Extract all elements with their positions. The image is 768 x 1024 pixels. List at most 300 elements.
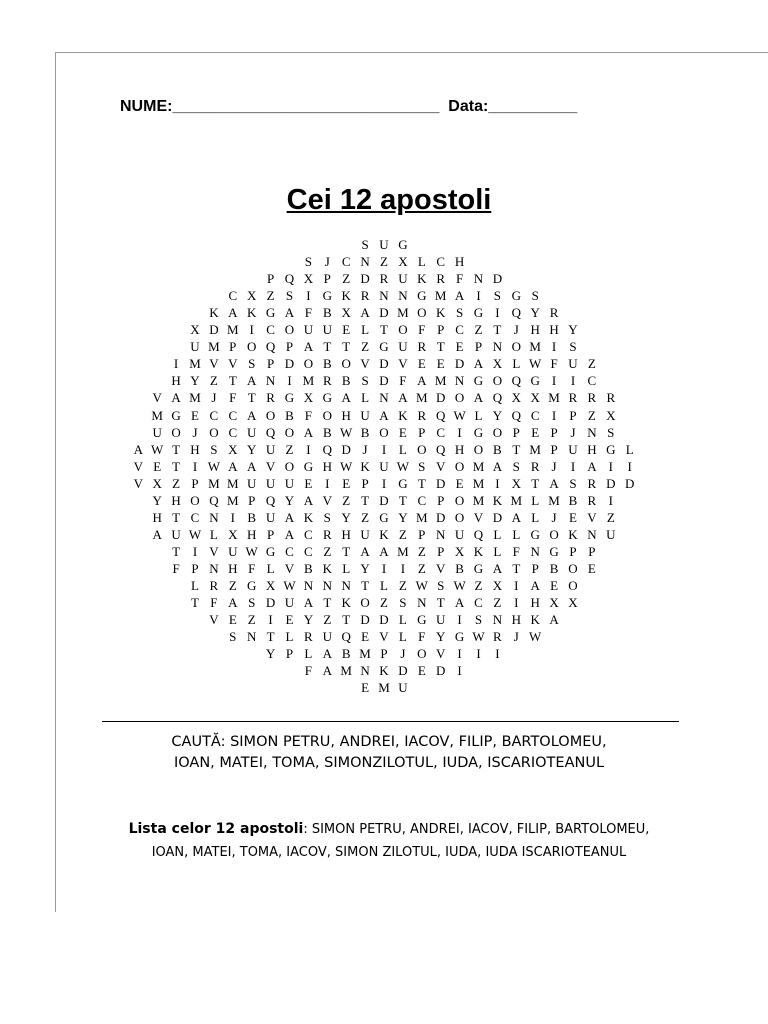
grid-letter: E xyxy=(436,356,445,372)
grid-letter: D xyxy=(209,322,219,338)
grid-letter: I xyxy=(268,612,273,628)
grid-letter: L xyxy=(474,407,483,423)
date-label: Data: xyxy=(448,98,489,115)
grid-letter: P xyxy=(361,475,369,491)
grid-letter: G xyxy=(171,407,181,423)
list-line-1-text: : SIMON PETRU, ANDREI, IACOV, FILIP, BARTOLOMEU, xyxy=(303,822,650,837)
grid-letter: I xyxy=(306,288,311,304)
grid-letter: E xyxy=(342,475,351,491)
grid-letter: V xyxy=(265,458,276,474)
grid-letter: K xyxy=(209,305,219,321)
grid-letter: Y xyxy=(190,373,200,389)
grid-letter: A xyxy=(284,509,295,525)
grid-letter: S xyxy=(361,237,369,252)
grid-letter: A xyxy=(398,390,408,406)
grid-letter: I xyxy=(476,646,481,662)
grid-letter: Z xyxy=(209,373,218,389)
grid-letter: C xyxy=(266,322,275,338)
grid-letter: A xyxy=(284,305,295,321)
grid-letter: H xyxy=(454,254,465,270)
grid-letter: F xyxy=(304,305,312,321)
grid-letter: H xyxy=(171,492,181,508)
grid-letter: V xyxy=(436,646,446,662)
grid-letter: A xyxy=(322,663,332,679)
grid-letter: R xyxy=(209,578,219,593)
grid-letter: Y xyxy=(341,509,351,525)
grid-letter: B xyxy=(322,356,332,372)
grid-letter: V xyxy=(436,560,446,576)
grid-letter: O xyxy=(379,424,389,440)
grid-letter: L xyxy=(531,509,540,525)
grid-letter: S xyxy=(285,288,294,304)
grid-letter: X xyxy=(606,407,616,423)
grid-letter: N xyxy=(379,390,389,406)
grid-letter: I xyxy=(514,595,519,611)
grid-letter: N xyxy=(587,424,597,440)
grid-letter: M xyxy=(472,475,485,491)
grid-letter: T xyxy=(361,492,370,508)
grid-letter: T xyxy=(323,595,332,611)
grid-letter: J xyxy=(513,629,519,645)
grid-letter: S xyxy=(569,475,577,491)
grid-letter: E xyxy=(342,322,351,338)
grid-letter: A xyxy=(247,458,257,474)
grid-letter: A xyxy=(152,526,162,542)
grid-letter: Y xyxy=(265,646,276,662)
grid-letter: H xyxy=(322,458,332,474)
grid-letter: H xyxy=(152,509,162,525)
grid-letter: Z xyxy=(474,322,483,338)
grid-letter: A xyxy=(360,305,370,321)
grid-letter: H xyxy=(171,373,181,389)
grid-letter: V xyxy=(133,458,143,474)
grid-letter: P xyxy=(531,560,539,576)
grid-letter: U xyxy=(398,339,408,355)
grid-letter: G xyxy=(379,509,389,525)
grid-letter: P xyxy=(512,424,520,440)
grid-letter: G xyxy=(265,543,276,559)
grid-letter: I xyxy=(608,492,613,508)
grid-letter: M xyxy=(151,407,163,423)
grid-letter: X xyxy=(190,322,200,338)
grid-letter: U xyxy=(322,629,332,645)
grid-letter: L xyxy=(512,526,521,542)
grid-letter: A xyxy=(549,612,559,628)
grid-letter: H xyxy=(530,595,540,611)
grid-letter: D xyxy=(492,509,503,525)
grid-letter: Z xyxy=(417,543,426,559)
grid-letter: Z xyxy=(323,543,332,559)
grid-letter: G xyxy=(473,560,484,576)
grid-letter: Z xyxy=(474,578,483,593)
grid-letter: R xyxy=(587,475,597,491)
grid-letter: U xyxy=(228,543,238,559)
grid-letter: X xyxy=(247,288,257,304)
grid-letter: C xyxy=(228,424,238,440)
grid-letter: M xyxy=(397,543,409,559)
grid-letter: C xyxy=(436,424,446,440)
grid-letter: P xyxy=(191,475,199,491)
grid-letter: E xyxy=(361,680,370,696)
grid-letter: E xyxy=(550,578,559,593)
grid-letter: Q xyxy=(209,492,219,508)
grid-letter: W xyxy=(151,441,164,457)
grid-letter: F xyxy=(229,390,237,406)
grid-letter: S xyxy=(323,509,331,525)
grid-letter: Q xyxy=(436,441,446,457)
grid-letter: U xyxy=(303,322,314,338)
grid-letter: Y xyxy=(284,492,295,508)
grid-letter: K xyxy=(492,492,503,508)
grid-letter: O xyxy=(303,356,314,372)
grid-letter: G xyxy=(454,629,465,645)
grid-letter: K xyxy=(247,305,257,321)
grid-letter: D xyxy=(341,441,351,457)
grid-letter: Q xyxy=(511,305,521,321)
grid-letter: T xyxy=(531,475,540,491)
grid-letter: S xyxy=(569,339,577,355)
grid-letter: Z xyxy=(285,441,294,457)
grid-letter: G xyxy=(473,424,484,440)
grid-letter: S xyxy=(399,595,407,611)
grid-letter: H xyxy=(190,441,200,457)
grid-letter: V xyxy=(379,629,389,645)
grid-letter: S xyxy=(437,578,445,593)
grid-letter: N xyxy=(398,288,408,304)
grid-letter: A xyxy=(379,543,389,559)
grid-letter: D xyxy=(625,475,635,491)
grid-letter: O xyxy=(417,646,427,662)
grid-letter: C xyxy=(587,373,597,389)
grid-letter: A xyxy=(303,339,314,355)
grid-letter: S xyxy=(607,424,615,440)
grid-letter: B xyxy=(322,305,332,321)
grid-letter: K xyxy=(303,509,314,525)
grid-letter: I xyxy=(249,322,254,338)
grid-letter: U xyxy=(379,458,389,474)
grid-letter: O xyxy=(171,424,181,440)
grid-letter: N xyxy=(209,509,219,525)
grid-letter: E xyxy=(398,424,407,440)
list-line-1 xyxy=(0,818,768,841)
grid-letter: N xyxy=(265,373,276,389)
grid-letter: X xyxy=(398,254,408,270)
grid-letter: Z xyxy=(398,526,407,542)
grid-letter: C xyxy=(285,543,294,559)
grid-letter: R xyxy=(568,390,578,406)
grid-letter: Z xyxy=(172,475,181,491)
grid-letter: O xyxy=(568,578,578,593)
grid-letter: I xyxy=(457,646,462,662)
grid-letter: N xyxy=(473,271,484,287)
grid-letter: N xyxy=(322,578,332,593)
grid-letter: T xyxy=(247,390,256,406)
grid-letter: Q xyxy=(322,441,332,457)
grid-letter: D xyxy=(379,305,389,321)
grid-letter: P xyxy=(569,543,577,559)
grid-letter: E xyxy=(191,407,199,423)
grid-letter: R xyxy=(530,458,540,474)
grid-letter: O xyxy=(247,339,257,355)
grid-letter: X xyxy=(549,595,559,611)
grid-letter: N xyxy=(530,543,540,559)
grid-letter: I xyxy=(457,663,462,679)
grid-letter: A xyxy=(454,595,465,611)
grid-letter: G xyxy=(417,612,427,628)
grid-letter: O xyxy=(284,424,295,440)
grid-letter: S xyxy=(493,288,501,304)
grid-letter: G xyxy=(322,390,332,406)
grid-letter: C xyxy=(304,526,313,542)
grid-letter: F xyxy=(399,373,407,389)
grid-letter: C xyxy=(228,407,238,423)
grid-letter: B xyxy=(568,492,578,508)
grid-letter: B xyxy=(493,441,502,457)
grid-letter: M xyxy=(434,373,447,389)
grid-letter: C xyxy=(530,407,540,423)
grid-letter: K xyxy=(398,407,408,423)
grid-letter: R xyxy=(549,305,559,321)
grid-letter: Q xyxy=(265,492,276,508)
grid-letter: I xyxy=(457,612,462,628)
grid-letter: R xyxy=(304,629,313,645)
grid-letter: Q xyxy=(284,271,295,287)
grid-letter: T xyxy=(342,339,351,355)
date-blank: __________ xyxy=(488,98,578,115)
grid-letter: F xyxy=(248,560,256,576)
grid-letter: U xyxy=(568,441,578,457)
grid-letter: B xyxy=(247,509,257,525)
grid-letter: G xyxy=(322,288,332,304)
grid-letter: R xyxy=(493,629,502,645)
grid-letter: Y xyxy=(247,441,257,457)
grid-letter: Z xyxy=(417,560,426,576)
grid-letter: T xyxy=(493,322,502,338)
grid-letter: F xyxy=(550,356,558,372)
grid-letter: D xyxy=(379,356,389,372)
grid-letter: A xyxy=(171,390,181,406)
grid-letter: E xyxy=(569,509,577,525)
grid-letter: I xyxy=(230,509,235,525)
grid-letter: P xyxy=(380,646,388,662)
grid-letter: S xyxy=(248,356,256,372)
grid-letter: A xyxy=(247,373,257,389)
grid-letter: I xyxy=(495,475,500,491)
grid-letter: A xyxy=(473,390,484,406)
grid-letter: O xyxy=(492,373,503,389)
grid-letter: A xyxy=(247,407,257,423)
list-lead: Lista celor 12 apostoli xyxy=(128,821,304,837)
grid-letter: M xyxy=(302,373,315,389)
grid-letter: I xyxy=(192,543,198,559)
grid-letter: W xyxy=(245,543,258,559)
grid-letter: J xyxy=(400,646,406,662)
grid-letter: P xyxy=(550,441,558,457)
grid-letter: M xyxy=(529,441,541,457)
grid-letter: Z xyxy=(342,492,351,508)
grid-letter: K xyxy=(530,612,540,628)
grid-letter: J xyxy=(551,458,557,474)
grid-letter: Y xyxy=(152,492,162,508)
grid-letter: U xyxy=(284,595,295,611)
grid-letter: O xyxy=(454,509,465,525)
grid-letter: F xyxy=(304,407,312,423)
grid-letter: U xyxy=(247,475,257,491)
grid-letter: H xyxy=(341,407,351,423)
grid-letter: S xyxy=(304,254,312,270)
grid-letter: L xyxy=(512,356,521,372)
grid-letter: Q xyxy=(492,390,503,406)
grid-letter: S xyxy=(210,441,218,457)
grid-letter: W xyxy=(396,458,410,474)
grid-letter: M xyxy=(227,492,239,508)
grid-letter: O xyxy=(454,390,465,406)
grid-letter: N xyxy=(209,560,219,576)
grid-letter: X xyxy=(511,390,521,406)
grid-letter: L xyxy=(191,578,199,593)
grid-letter: B xyxy=(360,424,370,440)
grid-letter: U xyxy=(360,526,370,542)
grid-letter: Z xyxy=(587,356,596,372)
grid-letter: D xyxy=(360,271,370,287)
grid-letter: P xyxy=(569,407,577,423)
apostles-list xyxy=(0,818,768,864)
grid-letter: C xyxy=(417,492,427,508)
grid-letter: B xyxy=(285,407,294,423)
grid-letter: O xyxy=(549,526,559,542)
grid-letter: O xyxy=(568,560,578,576)
grid-letter: E xyxy=(417,356,426,372)
grid-letter: T xyxy=(398,492,407,508)
grid-letter: L xyxy=(342,560,351,576)
grid-letter: M xyxy=(340,663,352,679)
grid-letter: U xyxy=(379,237,389,252)
grid-letter: N xyxy=(492,339,503,355)
grid-letter: O xyxy=(511,339,521,355)
grid-letter: I xyxy=(551,407,557,423)
grid-letter: Q xyxy=(265,424,276,440)
grid-letter: A xyxy=(454,288,465,304)
grid-letter: N xyxy=(379,288,389,304)
grid-letter: T xyxy=(172,458,181,474)
grid-letter: G xyxy=(473,373,484,389)
grid-letter: N xyxy=(587,526,597,542)
grid-letter: P xyxy=(418,424,426,440)
grid-letter: C xyxy=(209,407,219,423)
grid-letter: V xyxy=(436,458,446,474)
grid-letter: O xyxy=(190,492,200,508)
grid-letter: M xyxy=(189,390,201,406)
grid-letter: O xyxy=(454,458,465,474)
grid-letter: V xyxy=(209,612,219,628)
grid-letter: Z xyxy=(493,595,502,611)
grid-letter: U xyxy=(247,424,257,440)
grid-letter: S xyxy=(418,458,426,474)
grid-letter: N xyxy=(417,595,427,611)
grid-letter: U xyxy=(171,526,181,542)
grid-letter: D xyxy=(265,595,276,611)
grid-letter: N xyxy=(492,612,503,628)
grid-letter: P xyxy=(248,492,256,508)
grid-letter: F xyxy=(418,629,426,645)
grid-letter: I xyxy=(381,560,387,576)
grid-letter: A xyxy=(492,560,503,576)
grid-letter: M xyxy=(434,288,447,304)
grid-letter: X xyxy=(265,578,276,593)
grid-letter: K xyxy=(568,526,578,542)
grid-letter: P xyxy=(437,543,445,559)
grid-letter: L xyxy=(209,526,218,542)
grid-letter: Y xyxy=(492,407,503,423)
grid-letter: E xyxy=(153,458,162,474)
grid-letter: W xyxy=(340,424,353,440)
grid-letter: O xyxy=(360,595,370,611)
grid-letter: P xyxy=(437,322,445,338)
grid-letter: V xyxy=(209,356,219,372)
grid-letter: X xyxy=(303,271,314,287)
grid-letter: S xyxy=(229,629,237,645)
grid-letter: S xyxy=(455,305,464,321)
grid-letter: P xyxy=(266,526,275,542)
grid-letter: U xyxy=(454,526,465,542)
grid-letter: A xyxy=(492,458,503,474)
grid-letter: V xyxy=(322,492,332,508)
grid-letter: R xyxy=(266,390,275,406)
grid-letter: F xyxy=(172,560,180,576)
grid-letter: G xyxy=(247,578,257,593)
grid-letter: T xyxy=(342,543,351,559)
grid-letter: T xyxy=(436,595,445,611)
grid-letter: F xyxy=(304,663,312,679)
grid-letter: D xyxy=(436,390,446,406)
grid-letter: A xyxy=(511,509,521,525)
grid-letter: U xyxy=(398,680,408,696)
grid-letter: W xyxy=(453,578,466,593)
grid-letter: C xyxy=(190,509,200,525)
grid-letter: B xyxy=(341,373,351,389)
grid-letter: L xyxy=(493,543,502,559)
grid-letter: G xyxy=(303,458,314,474)
grid-letter: I xyxy=(570,458,576,474)
grid-letter: H xyxy=(511,612,521,628)
grid-letter: I xyxy=(173,356,179,372)
grid-letter: R xyxy=(436,271,446,287)
grid-letter: W xyxy=(340,458,353,474)
grid-letter: K xyxy=(379,663,389,679)
grid-letter: X xyxy=(303,390,314,406)
worksheet-header xyxy=(120,98,577,116)
grid-letter: K xyxy=(379,526,389,542)
grid-letter: L xyxy=(266,560,275,576)
grid-letter: L xyxy=(493,526,502,542)
grid-letter: V xyxy=(209,543,219,559)
grid-letter: L xyxy=(417,254,426,270)
grid-letter: J xyxy=(211,390,217,406)
page-title: Cei 12 apostoli xyxy=(286,184,492,216)
grid-letter: T xyxy=(417,475,426,491)
grid-letter: R xyxy=(379,271,389,287)
grid-letter: M xyxy=(529,339,541,355)
grid-letter: Y xyxy=(398,509,408,525)
grid-letter: G xyxy=(398,237,408,252)
grid-letter: G xyxy=(511,288,521,304)
grid-letter: R xyxy=(322,373,332,389)
grid-letter: A xyxy=(379,407,389,423)
grid-letter: P xyxy=(418,526,426,542)
grid-letter: N xyxy=(341,578,351,593)
grid-letter: C xyxy=(228,288,238,304)
grid-letter: P xyxy=(323,271,331,287)
